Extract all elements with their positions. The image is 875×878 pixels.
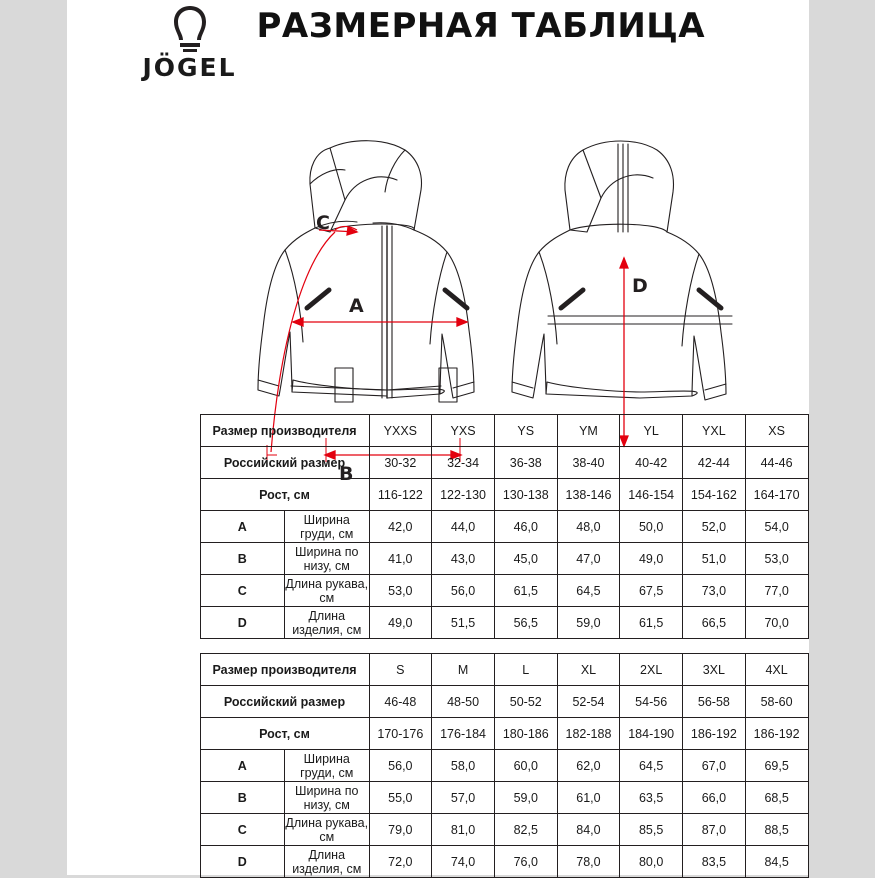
- table-cell: 116-122: [369, 479, 432, 511]
- table-cell: 87,0: [683, 814, 746, 846]
- row-label: Размер производителя: [200, 415, 369, 447]
- table-cell: 72,0: [369, 846, 432, 878]
- table-row: [200, 686, 808, 718]
- table-cell: 53,0: [745, 543, 808, 575]
- row-label: Российский размер: [200, 686, 369, 718]
- row-label: Длина рукава, см: [285, 576, 369, 605]
- table-cell: 54,0: [745, 511, 808, 543]
- table-cell: 41,0: [369, 543, 432, 575]
- table-cell: 38-40: [557, 447, 620, 479]
- table-cell: 66,0: [683, 782, 746, 814]
- row-letter: B: [200, 782, 285, 814]
- table-cell: 184-190: [620, 718, 683, 750]
- table-cell: 50,0: [620, 511, 683, 543]
- table-cell: 44-46: [745, 447, 808, 479]
- table-cell: 45,0: [494, 543, 557, 575]
- table-cell: 146-154: [620, 479, 683, 511]
- table-cell: 130-138: [494, 479, 557, 511]
- table-cell: 67,5: [620, 575, 683, 607]
- table-cell: 42,0: [369, 511, 432, 543]
- table-cell: 59,0: [494, 782, 557, 814]
- table-cell: 53,0: [369, 575, 432, 607]
- row-label: Ширина груди, см: [285, 750, 370, 782]
- label-d: D: [631, 275, 648, 297]
- row-letter: A: [200, 750, 285, 782]
- row-letter: D: [200, 607, 285, 639]
- table-cell: 186-192: [745, 718, 808, 750]
- label-c: C: [315, 212, 330, 234]
- table-row: [200, 479, 808, 511]
- table-cell: 77,0: [745, 575, 808, 607]
- table-cell: 48-50: [432, 686, 495, 718]
- table-cell: 74,0: [432, 846, 495, 878]
- table-cell: YXS: [432, 415, 495, 447]
- table-row: [200, 511, 808, 543]
- table-cell: 49,0: [620, 543, 683, 575]
- row-label: Длина рукава, см: [285, 815, 369, 844]
- table-cell: 61,0: [557, 782, 620, 814]
- table-cell: 58-60: [745, 686, 808, 718]
- table-cell: 56-58: [683, 686, 746, 718]
- table-cell: 76,0: [494, 846, 557, 878]
- table-cell: 64,5: [557, 575, 620, 607]
- table-cell: 138-146: [557, 479, 620, 511]
- row-label: Ширина груди, см: [285, 511, 370, 543]
- row-label: Рост, см: [200, 718, 369, 750]
- table-cell: L: [494, 654, 557, 686]
- table-cell: 73,0: [683, 575, 746, 607]
- table-cell: 69,5: [745, 750, 808, 782]
- table-cell: 70,0: [745, 607, 808, 639]
- table-cell: 81,0: [432, 814, 495, 846]
- youth-size-table: [200, 414, 809, 639]
- table-row: [200, 654, 808, 686]
- table-cell: 84,5: [745, 846, 808, 878]
- table-cell: 83,5: [683, 846, 746, 878]
- table-cell: 49,0: [369, 607, 432, 639]
- table-row: [200, 718, 808, 750]
- table-row: [200, 575, 808, 607]
- table-cell: 122-130: [432, 479, 495, 511]
- table-row: [200, 846, 808, 878]
- row-label: Длина изделия, см: [285, 607, 370, 639]
- row-letter: D: [200, 846, 285, 878]
- table-row: [200, 750, 808, 782]
- table-cell: 62,0: [557, 750, 620, 782]
- table-cell: 46,0: [494, 511, 557, 543]
- youth-size-table-wrap: [200, 414, 810, 639]
- table-cell: 56,5: [494, 607, 557, 639]
- table-cell: 88,5: [745, 814, 808, 846]
- page-header: [67, 0, 809, 82]
- table-cell: 32-34: [432, 447, 495, 479]
- table-cell: YXXS: [369, 415, 432, 447]
- brand-wordmark: JÖGEL: [142, 53, 237, 82]
- table-cell: 54-56: [620, 686, 683, 718]
- table-cell: 47,0: [557, 543, 620, 575]
- table-cell: 30-32: [369, 447, 432, 479]
- table-cell: 186-192: [683, 718, 746, 750]
- row-label: Российский размер: [200, 447, 369, 479]
- table-cell: 43,0: [432, 543, 495, 575]
- row-label: Размер производителя: [200, 654, 369, 686]
- table-cell: 56,0: [432, 575, 495, 607]
- row-label: Ширина по низу, см: [285, 543, 370, 575]
- adult-size-table-wrap: [200, 653, 810, 878]
- table-cell: 79,0: [369, 814, 432, 846]
- table-cell: YL: [620, 415, 683, 447]
- table-cell: 44,0: [432, 511, 495, 543]
- table-cell: 2XL: [620, 654, 683, 686]
- table-cell: 170-176: [369, 718, 432, 750]
- row-letter: C: [200, 575, 285, 607]
- table-cell: YM: [557, 415, 620, 447]
- table-row: [200, 782, 808, 814]
- table-cell: 84,0: [557, 814, 620, 846]
- table-cell: 60,0: [494, 750, 557, 782]
- table-row: [200, 543, 808, 575]
- table-cell: 50-52: [494, 686, 557, 718]
- table-cell: 64,5: [620, 750, 683, 782]
- table-cell: 52-54: [557, 686, 620, 718]
- size-chart-page: [67, 0, 809, 875]
- row-label: Рост, см: [200, 479, 369, 511]
- table-cell: 42-44: [683, 447, 746, 479]
- row-label: Ширина по низу, см: [285, 782, 370, 814]
- table-cell: S: [369, 654, 432, 686]
- table-cell: 154-162: [683, 479, 746, 511]
- table-cell: 51,0: [683, 543, 746, 575]
- table-cell: 80,0: [620, 846, 683, 878]
- table-cell: 57,0: [432, 782, 495, 814]
- table-cell: 66,5: [683, 607, 746, 639]
- table-cell: 48,0: [557, 511, 620, 543]
- row-letter: B: [200, 543, 285, 575]
- table-row: [200, 814, 808, 846]
- table-row: [200, 415, 808, 447]
- row-letter: A: [200, 511, 285, 543]
- table-row: [200, 447, 808, 479]
- row-label: Длина изделия, см: [285, 846, 370, 878]
- table-cell: 51,5: [432, 607, 495, 639]
- table-cell: M: [432, 654, 495, 686]
- brand-logo: [125, 4, 255, 80]
- table-cell: 4XL: [745, 654, 808, 686]
- page-title: РАЗМЕРНАЯ ТАБЛИЦА: [256, 6, 706, 46]
- adult-size-table: [200, 653, 809, 878]
- label-b: B: [338, 463, 353, 485]
- table-cell: 52,0: [683, 511, 746, 543]
- table-cell: 61,5: [494, 575, 557, 607]
- table-cell: 78,0: [557, 846, 620, 878]
- table-row: [200, 607, 808, 639]
- table-cell: 40-42: [620, 447, 683, 479]
- row-letter: C: [200, 814, 285, 846]
- table-cell: 36-38: [494, 447, 557, 479]
- table-cell: 55,0: [369, 782, 432, 814]
- table-cell: 85,5: [620, 814, 683, 846]
- table-cell: YXL: [683, 415, 746, 447]
- table-cell: 63,5: [620, 782, 683, 814]
- jogel-emblem-icon: [157, 4, 223, 54]
- table-cell: 61,5: [620, 607, 683, 639]
- table-cell: 176-184: [432, 718, 495, 750]
- table-cell: 68,5: [745, 782, 808, 814]
- table-cell: 56,0: [369, 750, 432, 782]
- table-cell: XL: [557, 654, 620, 686]
- table-cell: 180-186: [494, 718, 557, 750]
- table-cell: 58,0: [432, 750, 495, 782]
- table-cell: 164-170: [745, 479, 808, 511]
- table-cell: 46-48: [369, 686, 432, 718]
- table-cell: 82,5: [494, 814, 557, 846]
- table-cell: XS: [745, 415, 808, 447]
- table-cell: YS: [494, 415, 557, 447]
- table-cell: 67,0: [683, 750, 746, 782]
- label-a: A: [348, 295, 364, 317]
- table-cell: 59,0: [557, 607, 620, 639]
- table-cell: 3XL: [683, 654, 746, 686]
- table-cell: 182-188: [557, 718, 620, 750]
